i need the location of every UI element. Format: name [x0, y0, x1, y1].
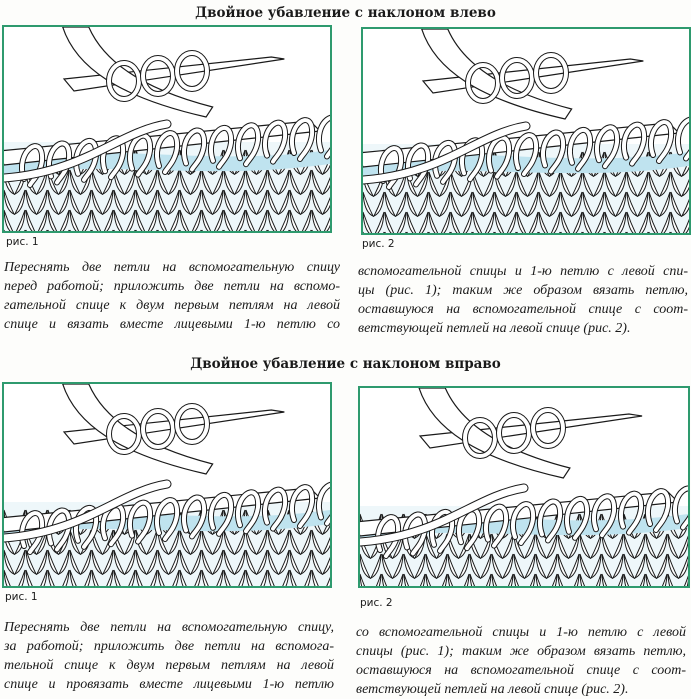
section-title-left-slant: Двойное убавление с наклоном влево	[195, 5, 496, 21]
text-line: спице и провязать вместе лицевыми 1-ю петлю	[4, 677, 334, 692]
instruction-text-left-slant-part1	[4, 258, 340, 334]
text-line: цы (рис. 1); таким же образом вязать петлю,	[358, 283, 688, 298]
text-line: спице и вязать вместе лицевыми 1-ю петлю со	[4, 317, 340, 332]
text-line: тельной спице к двум первым петлям на левой	[4, 658, 334, 673]
text-line: Переснять две петли на вспомогательную спицу	[4, 260, 340, 275]
text-line: оставшуюся на вспомогательной спице с соот-	[358, 302, 688, 317]
knitting-illustration	[363, 29, 689, 233]
text-line: вспомогательной спицы и 1-ю петлю с левой спи-	[358, 264, 688, 279]
figure-left-slant-2	[361, 27, 691, 235]
figure-caption: рис. 2	[360, 597, 393, 609]
text-line: за работой; приложить две петли на вспомога-	[4, 639, 334, 654]
figure-caption: рис. 1	[6, 236, 39, 248]
instruction-text-right-slant-part1	[4, 618, 334, 694]
section-title-right-slant: Двойное убавление с наклоном вправо	[190, 356, 501, 372]
figure-right-slant-1	[2, 382, 332, 588]
text-line: гательной спице к двум первым петлям на левой	[4, 298, 340, 313]
text-line: ветствующей петлей на левой спице (рис. 2).	[356, 682, 629, 697]
figure-right-slant-2	[358, 386, 690, 588]
knitting-illustration	[4, 384, 330, 586]
knitting-illustration	[4, 27, 330, 231]
instruction-text-left-slant-part2	[358, 262, 688, 338]
figure-left-slant-1	[2, 25, 332, 233]
text-line: перед работой; приложить две петли на вспомо-	[4, 279, 340, 294]
text-line: оставшуюся на вспомогательной спице с соот-	[356, 663, 686, 678]
text-line: ветствующей петлей на левой спице (рис. 2).	[358, 321, 631, 336]
instruction-text-right-slant-part2	[356, 623, 686, 699]
figure-caption: рис. 2	[362, 238, 395, 250]
text-line: спицы (рис. 1); таким же образом вязать петлю,	[356, 644, 686, 659]
figure-caption: рис. 1	[5, 591, 38, 603]
text-line: Переснять две петли на вспомогательную спицу,	[4, 620, 334, 635]
knitting-illustration	[360, 388, 688, 586]
text-line: со вспомогательной спицы и 1-ю петлю с левой	[356, 625, 686, 640]
